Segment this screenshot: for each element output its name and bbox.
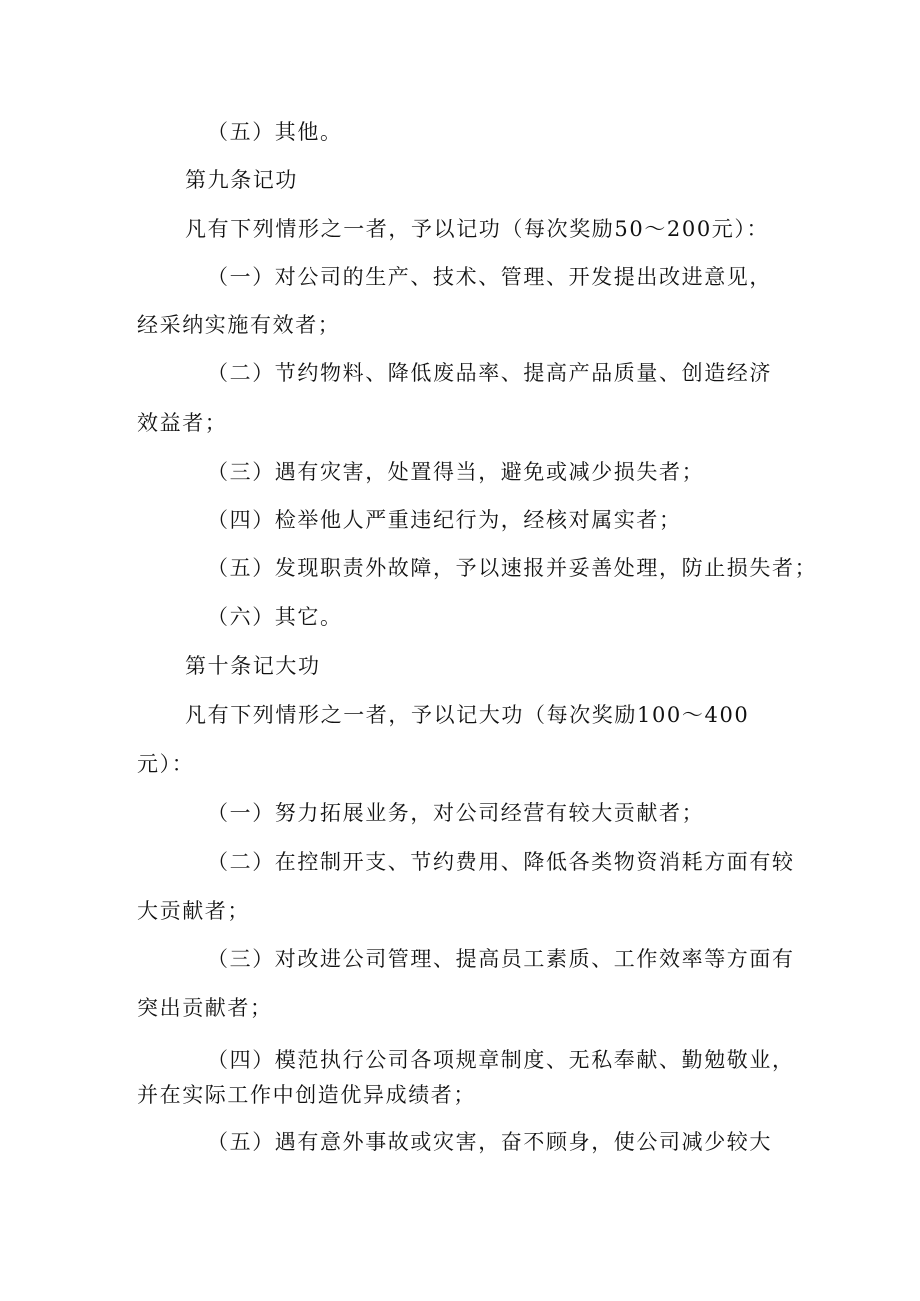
article-9-item-2-cont: 效益者； <box>137 411 228 435</box>
clause-item-5-other: （五）其他。 <box>207 120 343 144</box>
article-9-item-5: （五）发现职责外故障，予以速报并妥善处理，防止损失者； <box>207 556 818 580</box>
article-9-heading: 第九条记功 <box>185 168 298 192</box>
article-10-item-5: （五）遇有意外事故或灾害，奋不顾身，使公司减少较大 <box>207 1130 772 1154</box>
article-10-item-2-cont: 大贡献者； <box>137 899 250 923</box>
article-10-intro-cont: 元）： <box>137 752 195 776</box>
article-9-item-1-cont: 经采纳实施有效者； <box>137 313 341 337</box>
article-10-intro: 凡有下列情形之一者，予以记大功（每次奖励100～400 <box>185 703 750 727</box>
article-9-item-3: （三）遇有灾害，处置得当，避免或减少损失者； <box>207 460 705 484</box>
article-10-item-4: （四）模范执行公司各项规章制度、无私奉献、勤勉敬业， <box>207 1048 795 1072</box>
article-10-item-4-cont: 并在实际工作中创造优异成绩者； <box>137 1083 476 1107</box>
article-10-item-2: （二）在控制开支、节约费用、降低各类物资消耗方面有较 <box>207 850 795 874</box>
article-10-heading: 第十条记大功 <box>185 654 321 678</box>
article-10-item-3: （三）对改进公司管理、提高员工素质、工作效率等方面有 <box>207 947 795 971</box>
article-9-item-2: （二）节约物料、降低废品率、提高产品质量、创造经济 <box>207 361 772 385</box>
article-10-item-1: （一）努力拓展业务，对公司经营有较大贡献者； <box>207 801 705 825</box>
article-9-item-4: （四）检举他人严重违纪行为，经核对属实者； <box>207 508 682 532</box>
article-9-item-1: （一）对公司的生产、技术、管理、开发提出改进意见， <box>207 265 772 289</box>
article-9-item-6: （六）其它。 <box>207 605 343 629</box>
article-9-intro: 凡有下列情形之一者，予以记功（每次奖励50～200元）： <box>185 217 770 241</box>
article-10-item-3-cont: 突出贡献者； <box>137 996 273 1020</box>
